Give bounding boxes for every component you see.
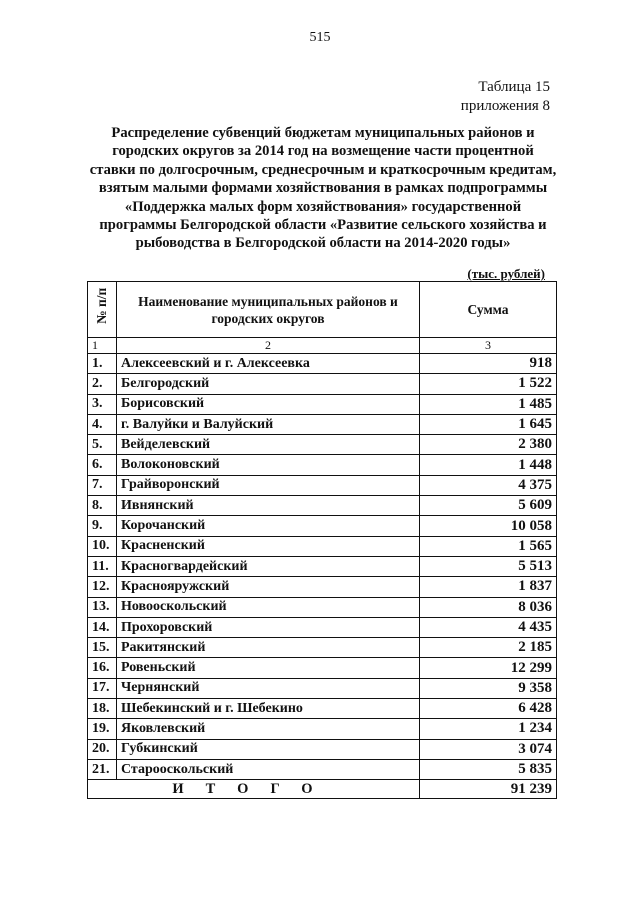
row-name: Красненский — [117, 536, 420, 556]
row-name: Шебекинский и г. Шебекино — [117, 699, 420, 719]
row-sum: 1 522 — [420, 374, 557, 394]
row-sum: 9 358 — [420, 678, 557, 698]
total-sum: 91 239 — [420, 780, 557, 799]
header-name: Наименование муниципальных районов и городских округов — [117, 282, 420, 338]
col-index-1: 1 — [88, 338, 117, 354]
page-number: 515 — [309, 30, 331, 45]
row-name: Ракитянский — [117, 638, 420, 658]
units-label: (тыс. рублей) — [467, 266, 545, 281]
table-row — [88, 536, 557, 556]
row-sum: 1 837 — [420, 577, 557, 597]
row-name: Корочанский — [117, 516, 420, 536]
col-index-2: 2 — [117, 338, 420, 354]
row-number: 2. — [88, 374, 117, 394]
row-sum: 918 — [420, 354, 557, 374]
row-sum: 2 380 — [420, 435, 557, 455]
header-sum: Сумма — [420, 282, 557, 338]
table-row — [88, 374, 557, 394]
row-name: Новооскольский — [117, 597, 420, 617]
table-row — [88, 597, 557, 617]
row-name: Прохоровский — [117, 617, 420, 637]
table-row — [88, 354, 557, 374]
total-label: ИТОГО — [88, 780, 420, 799]
table-row — [88, 475, 557, 495]
row-number: 12. — [88, 577, 117, 597]
row-name: Старооскольский — [117, 759, 420, 779]
document-title: Распределение субвенций бюджетам муниципальных районов и городских округов за 2014 год на возмещение части процентной ставки по долгосрочным, среднесрочным и краткосрочным кредитам, взятым малыми формами хозяйствования в рамках подпрограммы «Поддержка малых форм хозяйствования» государственной программы Белгородской области «Развитие сельского хозяйства и рыбоводства в Белгородской области на 2014-2020 годы» — [89, 125, 557, 252]
row-number: 15. — [88, 638, 117, 658]
row-number: 4. — [88, 414, 117, 434]
table-row — [88, 394, 557, 414]
table-row — [88, 678, 557, 698]
row-number: 5. — [88, 435, 117, 455]
row-name: Краснояружский — [117, 577, 420, 597]
table-row — [88, 699, 557, 719]
row-number: 16. — [88, 658, 117, 678]
subsidy-table — [87, 281, 557, 799]
row-number: 3. — [88, 394, 117, 414]
table-row — [88, 759, 557, 779]
table-row — [88, 435, 557, 455]
row-number: 10. — [88, 536, 117, 556]
row-number: 17. — [88, 678, 117, 698]
row-sum: 4 435 — [420, 617, 557, 637]
row-name: Борисовский — [117, 394, 420, 414]
row-name: Волоконовский — [117, 455, 420, 475]
table-row — [88, 638, 557, 658]
table-row — [88, 658, 557, 678]
row-name: Грайворонский — [117, 475, 420, 495]
row-sum: 1 485 — [420, 394, 557, 414]
row-name: Яковлевский — [117, 719, 420, 739]
table-header-row — [88, 282, 557, 338]
row-number: 8. — [88, 496, 117, 516]
header-num-cell — [88, 282, 117, 338]
row-number: 9. — [88, 516, 117, 536]
table-row — [88, 414, 557, 434]
row-number: 18. — [88, 699, 117, 719]
row-sum: 3 074 — [420, 739, 557, 759]
row-sum: 8 036 — [420, 597, 557, 617]
row-sum: 4 375 — [420, 475, 557, 495]
row-name: Губкинский — [117, 739, 420, 759]
table-row — [88, 516, 557, 536]
table-caption — [461, 78, 550, 116]
row-number: 7. — [88, 475, 117, 495]
row-name: Алексеевский и г. Алексеевка — [117, 354, 420, 374]
row-number: 13. — [88, 597, 117, 617]
header-num: № п/п — [94, 287, 109, 324]
row-number: 14. — [88, 617, 117, 637]
table-row — [88, 455, 557, 475]
table-row — [88, 719, 557, 739]
table-row — [88, 577, 557, 597]
row-sum: 5 835 — [420, 759, 557, 779]
row-number: 19. — [88, 719, 117, 739]
caption-appendix: приложения 8 — [460, 98, 550, 114]
row-sum: 1 645 — [420, 414, 557, 434]
row-name: Белгородский — [117, 374, 420, 394]
row-name: Красногвардейский — [117, 556, 420, 576]
table-row — [88, 617, 557, 637]
row-sum: 1 565 — [420, 536, 557, 556]
row-name: Чернянский — [117, 678, 420, 698]
row-name: Вейделевский — [117, 435, 420, 455]
caption-table-number: Таблица 15 — [478, 79, 550, 95]
row-number: 6. — [88, 455, 117, 475]
col-index-3: 3 — [420, 338, 557, 354]
row-sum: 6 428 — [420, 699, 557, 719]
row-number: 11. — [88, 556, 117, 576]
table-row — [88, 739, 557, 759]
row-number: 1. — [88, 354, 117, 374]
row-sum: 1 448 — [420, 455, 557, 475]
row-name: Ивнянский — [117, 496, 420, 516]
row-name: Ровеньский — [117, 658, 420, 678]
table-row — [88, 496, 557, 516]
row-name: г. Валуйки и Валуйский — [117, 414, 420, 434]
row-sum: 12 299 — [420, 658, 557, 678]
row-sum: 5 513 — [420, 556, 557, 576]
row-sum: 1 234 — [420, 719, 557, 739]
row-number: 21. — [88, 759, 117, 779]
column-index-row — [88, 338, 557, 354]
row-sum: 2 185 — [420, 638, 557, 658]
row-sum: 10 058 — [420, 516, 557, 536]
row-sum: 5 609 — [420, 496, 557, 516]
table-row — [88, 556, 557, 576]
total-row — [88, 780, 557, 799]
row-number: 20. — [88, 739, 117, 759]
